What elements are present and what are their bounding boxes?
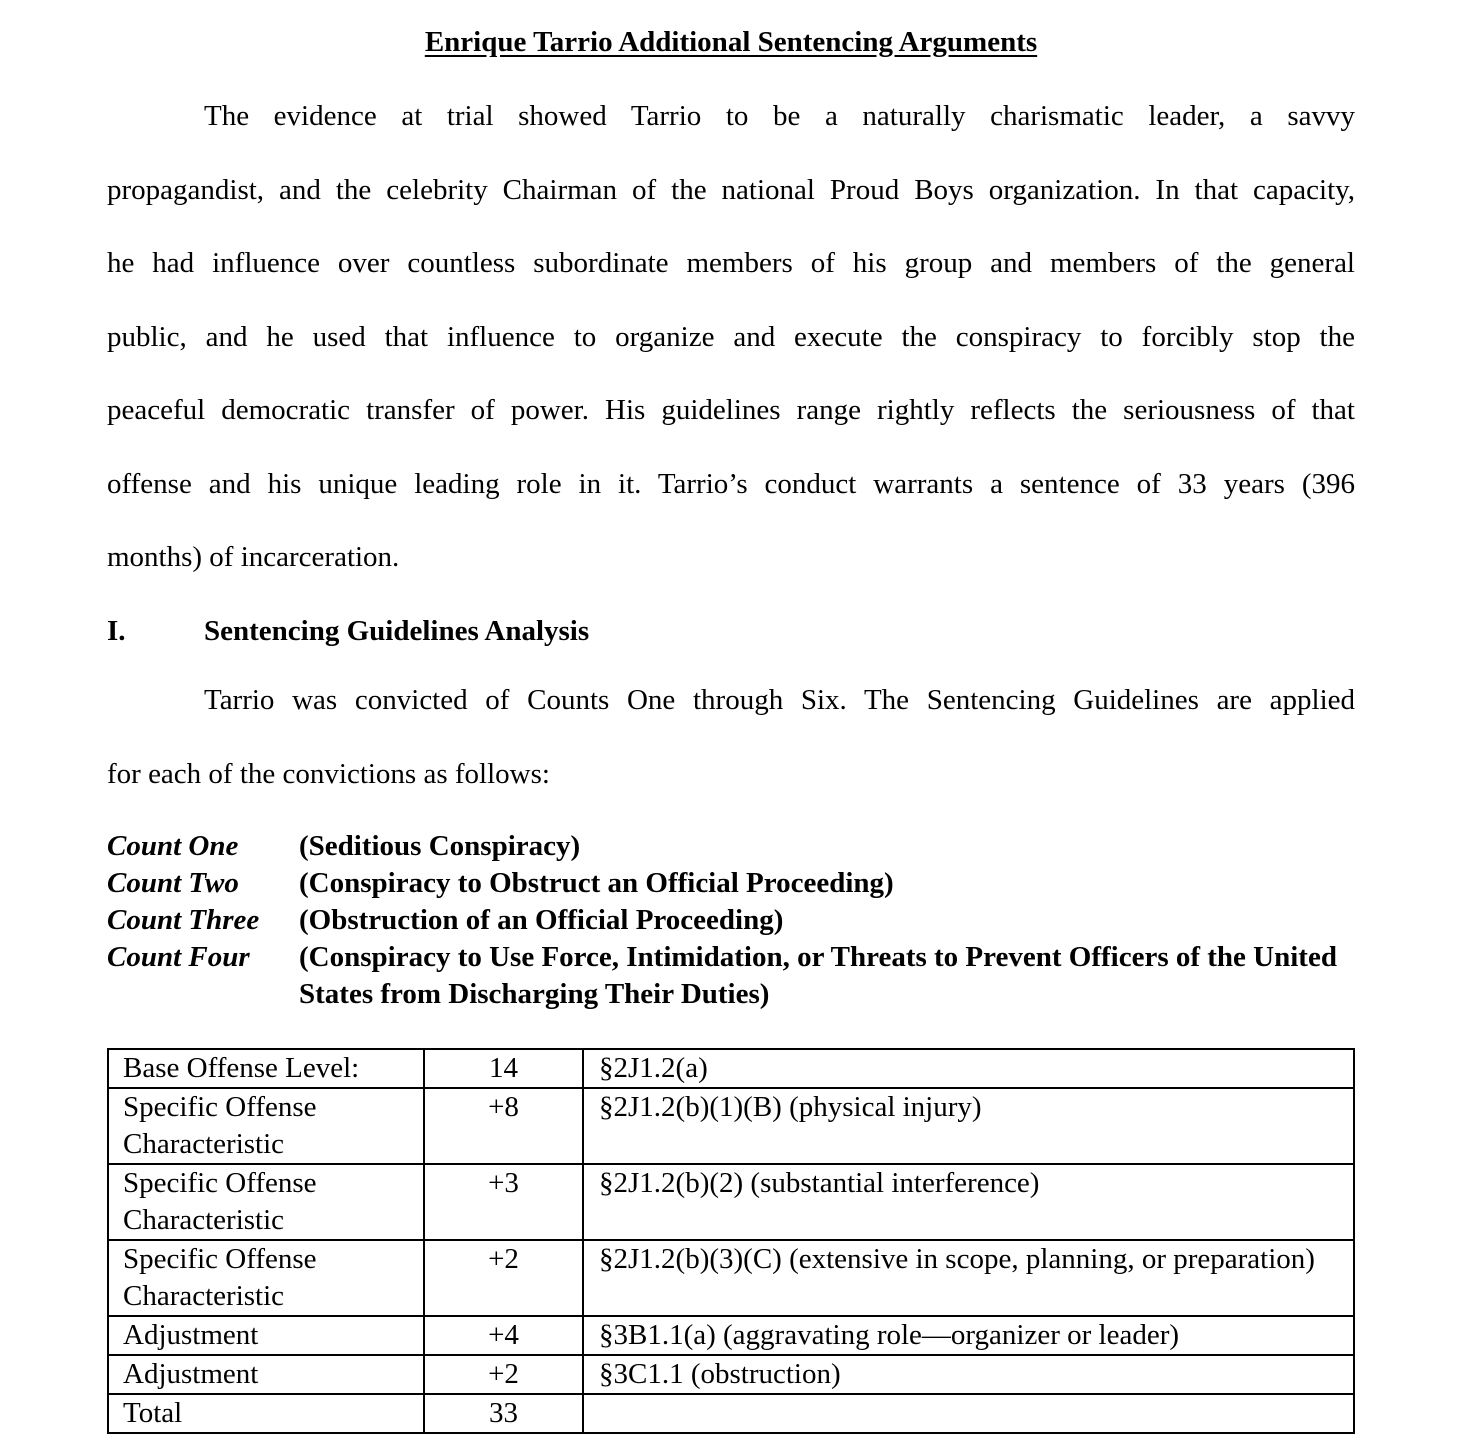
intro-line: peaceful democratic transfer of power. His guidelines range rightly reflects the seriousness of that [107, 394, 1355, 426]
row-value: +2 [424, 1355, 583, 1394]
row-reference: §2J1.2(b)(3)(C) (extensive in scope, planning, or preparation) [583, 1240, 1354, 1316]
row-label: Specific Offense Characteristic [108, 1164, 424, 1240]
guidelines-table [107, 1048, 1355, 1434]
count-label: Count Four [107, 941, 250, 973]
table-row [108, 1164, 1354, 1240]
intro-line: propagandist, and the celebrity Chairman of the national Proud Boys organization. In that capacity, [107, 174, 1355, 206]
intro-line: public, and he used that influence to organize and execute the conspiracy to forcibly stop the [107, 321, 1355, 353]
row-label: Specific Offense Characteristic [108, 1088, 424, 1164]
count-description: (Conspiracy to Obstruct an Official Proceeding) [299, 867, 894, 899]
count-description: (Obstruction of an Official Proceeding) [299, 904, 784, 936]
intro-line: months) of incarceration. [107, 541, 400, 573]
count-label: Count Two [107, 867, 239, 899]
row-value: +2 [424, 1240, 583, 1316]
document-title: Enrique Tarrio Additional Sentencing Arguments [424, 26, 1038, 58]
intro-line: The evidence at trial showed Tarrio to be a naturally charismatic leader, a savvy [204, 100, 1355, 132]
count-row [107, 902, 1355, 939]
row-reference: §3C1.1 (obstruction) [583, 1355, 1354, 1394]
table-row [108, 1355, 1354, 1394]
row-label: Total [108, 1394, 424, 1433]
section-title: Sentencing Guidelines Analysis [204, 615, 590, 647]
table-row [108, 1049, 1354, 1088]
count-label: Count One [107, 830, 239, 862]
row-reference: §2J1.2(b)(2) (substantial interference) [583, 1164, 1354, 1240]
count-row [107, 939, 1355, 1013]
section-number: I. [107, 615, 126, 647]
row-value: 14 [424, 1049, 583, 1088]
table-row [108, 1316, 1354, 1355]
analysis-line: Tarrio was convicted of Counts One through Six. The Sentencing Guidelines are applied [204, 684, 1355, 716]
count-row [107, 828, 1355, 865]
row-label: Specific Offense Characteristic [108, 1240, 424, 1316]
table-row [108, 1240, 1354, 1316]
row-reference: §2J1.2(a) [583, 1049, 1354, 1088]
intro-line: he had influence over countless subordinate members of his group and members of the general [107, 247, 1355, 279]
count-description: (Seditious Conspiracy) [299, 830, 581, 862]
count-description: (Conspiracy to Use Force, Intimidation, or Threats to Prevent Officers of the United States from Discharging Their Duties) [299, 941, 1337, 1010]
row-label: Adjustment [108, 1316, 424, 1355]
count-row [107, 865, 1355, 902]
row-reference: §2J1.2(b)(1)(B) (physical injury) [583, 1088, 1354, 1164]
row-reference: §3B1.1(a) (aggravating role—organizer or leader) [583, 1316, 1354, 1355]
row-label: Adjustment [108, 1355, 424, 1394]
row-value: 33 [424, 1394, 583, 1433]
row-value: +3 [424, 1164, 583, 1240]
intro-line: offense and his unique leading role in it. Tarrio’s conduct warrants a sentence of 33 years (396 [107, 468, 1355, 500]
table-row [108, 1088, 1354, 1164]
table-row [108, 1394, 1354, 1433]
counts-list [107, 828, 1355, 1013]
count-label: Count Three [107, 904, 260, 936]
analysis-line: for each of the convictions as follows: [107, 758, 550, 790]
row-value: +4 [424, 1316, 583, 1355]
row-label: Base Offense Level: [108, 1049, 424, 1088]
row-value: +8 [424, 1088, 583, 1164]
row-reference [583, 1394, 1354, 1433]
